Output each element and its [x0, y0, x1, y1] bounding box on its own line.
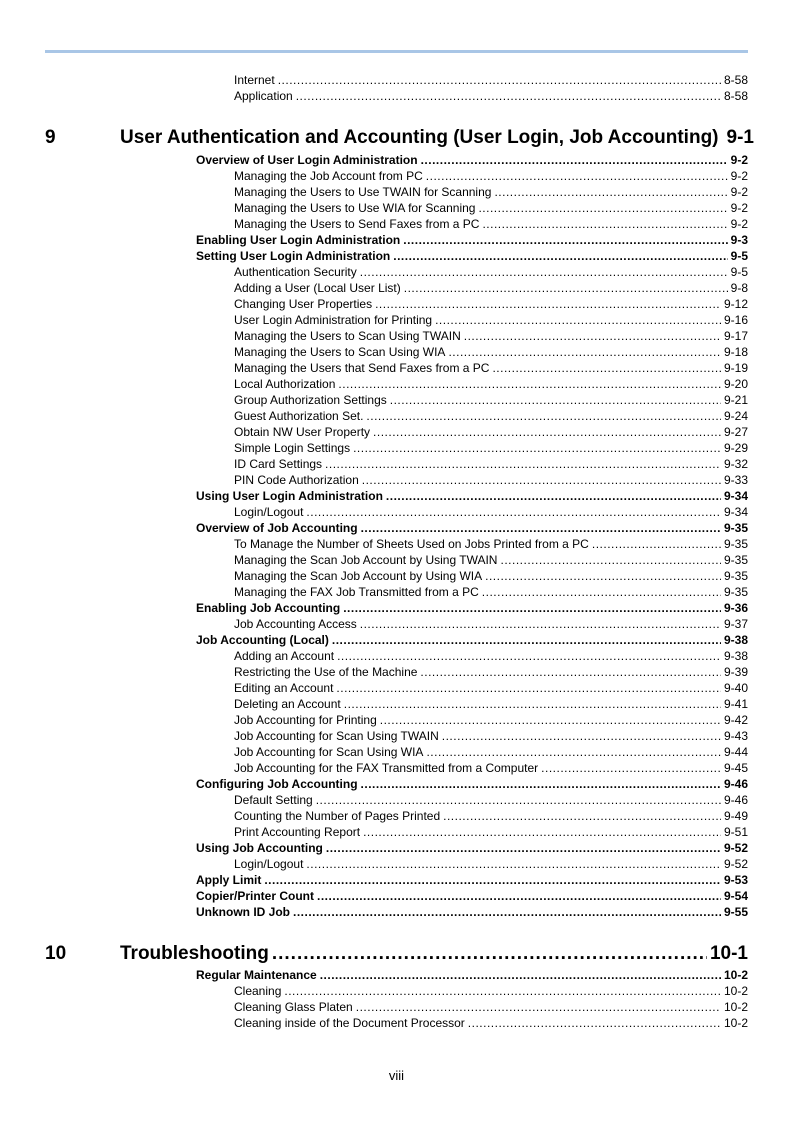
- dot-leader: [337, 648, 721, 664]
- dot-leader: [360, 264, 728, 280]
- chapter-title: Troubleshooting: [120, 943, 269, 964]
- toc-entry-title: Default Setting: [234, 793, 313, 807]
- dot-leader: [361, 776, 721, 792]
- toc-subsection-entry[interactable]: [234, 983, 748, 999]
- toc-entry-page: 9-18: [723, 345, 748, 359]
- toc-subsection-entry[interactable]: [234, 360, 748, 376]
- toc-entry-page: 9-8: [730, 281, 748, 295]
- chapter-heading[interactable]: [120, 942, 748, 966]
- toc-subsection-entry[interactable]: [234, 216, 748, 232]
- header-rule: [45, 50, 748, 53]
- toc-entry-page: 9-52: [723, 857, 748, 871]
- toc-section-entry[interactable]: [196, 632, 748, 648]
- dot-leader: [284, 983, 721, 999]
- dot-leader: [353, 440, 721, 456]
- toc-entry-title: Setting User Login Administration: [196, 249, 391, 263]
- toc-subsection-entry[interactable]: [234, 424, 748, 440]
- toc-subsection-entry[interactable]: [234, 584, 748, 600]
- toc-subsection-entry[interactable]: [234, 1015, 748, 1031]
- toc-entry-title: Using Job Accounting: [196, 841, 323, 855]
- dot-leader: [421, 152, 728, 168]
- chapter-number: 10: [45, 943, 67, 964]
- dot-leader: [306, 504, 721, 520]
- dot-leader: [420, 664, 721, 680]
- toc-subsection-entry[interactable]: [234, 328, 748, 344]
- toc-entry-title: Login/Logout: [234, 857, 304, 871]
- toc-entry-title: Changing User Properties: [234, 297, 373, 311]
- toc-entry-page: 9-24: [723, 409, 748, 423]
- toc-entry-page: 9-16: [723, 313, 748, 327]
- toc-subsection-entry[interactable]: [234, 616, 748, 632]
- toc-subsection-entry[interactable]: [234, 392, 748, 408]
- toc-section-entry[interactable]: [196, 904, 748, 920]
- toc-subsection-entry[interactable]: [234, 200, 748, 216]
- toc-entry-page: 9-35: [723, 585, 748, 599]
- dot-leader: [293, 904, 721, 920]
- dot-leader: [332, 632, 721, 648]
- toc-subsection-entry[interactable]: [234, 728, 748, 744]
- dot-leader: [264, 872, 721, 888]
- toc-subsection-entry[interactable]: [234, 808, 748, 824]
- toc-entry-page: 9-2: [730, 201, 748, 215]
- dot-leader: [360, 616, 721, 632]
- toc-entry-title: Job Accounting for Scan Using WIA: [234, 745, 424, 759]
- toc-section-entry[interactable]: [196, 776, 748, 792]
- toc-entry-page: 9-46: [723, 777, 748, 791]
- toc-entry-title: Managing the Users to Use TWAIN for Scanning: [234, 185, 492, 199]
- dot-leader: [393, 248, 727, 264]
- toc-entry-page: 9-34: [723, 505, 748, 519]
- toc-section-entry[interactable]: [196, 888, 748, 904]
- toc-entry-title: Guest Authorization Set.: [234, 409, 364, 423]
- toc-entry-title: Obtain NW User Property: [234, 425, 371, 439]
- dot-leader: [356, 999, 721, 1015]
- dot-leader: [306, 856, 721, 872]
- toc-entry-page: 9-5: [730, 249, 748, 263]
- dot-leader: [482, 216, 727, 232]
- toc-subsection-entry[interactable]: [234, 264, 748, 280]
- toc-entry-title: Unknown ID Job: [196, 905, 290, 919]
- dot-leader: [492, 360, 721, 376]
- toc-entry-title: Managing the Users to Use WIA for Scanning: [234, 201, 476, 215]
- toc-entry-title: Copier/Printer Count: [196, 889, 315, 903]
- toc-subsection-entry[interactable]: [234, 472, 748, 488]
- dot-leader: [403, 232, 727, 248]
- chapter-number: 9: [45, 127, 56, 148]
- toc-entry-page: 9-53: [723, 873, 748, 887]
- toc-entry-page: 9-3: [730, 233, 748, 247]
- dot-leader: [592, 536, 721, 552]
- toc-entry-title: Managing the Users that Send Faxes from a PC: [234, 361, 490, 375]
- toc-entry-page: 9-34: [723, 489, 748, 503]
- toc-subsection-entry[interactable]: [234, 568, 748, 584]
- toc-section-entry[interactable]: [196, 840, 748, 856]
- toc-entry-title: Application: [234, 89, 293, 103]
- toc-section-entry[interactable]: [196, 872, 748, 888]
- toc-entry-page: 9-39: [723, 665, 748, 679]
- toc-subsection-entry[interactable]: [234, 856, 748, 872]
- toc-entry-page: 9-12: [723, 297, 748, 311]
- toc-entry-page: 9-38: [723, 649, 748, 663]
- dot-leader: [468, 1015, 721, 1031]
- dot-leader: [317, 888, 721, 904]
- toc-section-entry[interactable]: [196, 488, 748, 504]
- chapter-page: 9-1: [726, 127, 754, 148]
- toc-section-entry[interactable]: [196, 600, 748, 616]
- chapter-page: 10-1: [709, 943, 748, 964]
- dot-leader: [343, 600, 721, 616]
- dot-leader: [361, 520, 721, 536]
- toc-entry-title: Managing the Users to Scan Using TWAIN: [234, 329, 461, 343]
- toc-entry-page: 9-49: [723, 809, 748, 823]
- toc-entry-title: Managing the Scan Job Account by Using WIA: [234, 569, 483, 583]
- toc-subsection-entry[interactable]: [234, 792, 748, 808]
- toc-entry-page: 9-54: [723, 889, 748, 903]
- dot-leader: [362, 472, 721, 488]
- dot-leader: [338, 376, 721, 392]
- toc-entry-title: Deleting an Account: [234, 697, 341, 711]
- toc-entry-page: 9-21: [723, 393, 748, 407]
- dot-leader: [435, 312, 721, 328]
- toc-subsection-entry[interactable]: [234, 760, 748, 776]
- toc-entry-title: Job Accounting for the FAX Transmitted from a Computer: [234, 761, 539, 775]
- toc-entry-title: Overview of User Login Administration: [196, 153, 418, 167]
- toc-subsection-entry[interactable]: [234, 504, 748, 520]
- chapter-heading[interactable]: [120, 126, 754, 150]
- toc-entry-title: Editing an Account: [234, 681, 334, 695]
- toc-entry-title: Cleaning: [234, 984, 282, 998]
- dot-leader: [482, 584, 721, 600]
- toc-entry-title: Counting the Number of Pages Printed: [234, 809, 441, 823]
- toc-subsection-entry[interactable]: [234, 184, 748, 200]
- toc-entry-page: 10-2: [723, 1016, 748, 1030]
- toc-entry-page: 10-2: [723, 968, 748, 982]
- dot-leader: [380, 712, 721, 728]
- toc-entry-title: Group Authorization Settings: [234, 393, 387, 407]
- toc-section-entry[interactable]: [196, 248, 748, 264]
- toc-entry-title: Managing the FAX Job Transmitted from a PC: [234, 585, 479, 599]
- toc-entry-title: Managing the Users to Send Faxes from a PC: [234, 217, 480, 231]
- toc-entry-page: 10-2: [723, 1000, 748, 1014]
- toc-entry-page: 9-2: [730, 217, 748, 231]
- dot-leader: [390, 392, 721, 408]
- toc-entry-title: Restricting the Use of the Machine: [234, 665, 418, 679]
- dot-leader: [344, 696, 721, 712]
- dot-leader: [442, 728, 721, 744]
- toc-entry-page: 9-32: [723, 457, 748, 471]
- toc-entry-page: 9-17: [723, 329, 748, 343]
- toc-entry-page: 9-38: [723, 633, 748, 647]
- toc-entry-page: 9-43: [723, 729, 748, 743]
- dot-leader: [541, 760, 721, 776]
- toc-entry-title: Adding an Account: [234, 649, 335, 663]
- toc-subsection-entry[interactable]: [234, 312, 748, 328]
- dot-leader: [316, 792, 721, 808]
- toc-subsection-entry[interactable]: [234, 296, 748, 312]
- toc-entry-title: Apply Limit: [196, 873, 262, 887]
- toc-entry-title: Enabling Job Accounting: [196, 601, 341, 615]
- toc-entry-title: Simple Login Settings: [234, 441, 351, 455]
- dot-leader: [478, 200, 727, 216]
- toc-entry-title: Managing the Users to Scan Using WIA: [234, 345, 446, 359]
- dot-leader: [320, 967, 721, 983]
- toc-entry-page: 9-40: [723, 681, 748, 695]
- toc-entry-title: Managing the Job Account from PC: [234, 169, 423, 183]
- toc-entry-title: User Login Administration for Printing: [234, 313, 433, 327]
- dot-leader: [500, 552, 720, 568]
- toc-entry-title: Authentication Security: [234, 265, 357, 279]
- toc-entry-title: Job Accounting Access: [234, 617, 357, 631]
- dot-leader: [426, 168, 728, 184]
- toc-subsection-entry[interactable]: [234, 664, 748, 680]
- dot-leader: [443, 808, 721, 824]
- toc-entry-title: Cleaning Glass Platen: [234, 1000, 353, 1014]
- toc-entry-title: Enabling User Login Administration: [196, 233, 401, 247]
- toc-subsection-entry[interactable]: [234, 440, 748, 456]
- toc-entry-page: 9-42: [723, 713, 748, 727]
- toc-entry-page: 9-33: [723, 473, 748, 487]
- dot-leader: [373, 424, 721, 440]
- toc-subsection-entry[interactable]: [234, 376, 748, 392]
- toc-entry-title: ID Card Settings: [234, 457, 323, 471]
- dot-leader: [278, 72, 721, 88]
- toc-section-entry[interactable]: [196, 232, 748, 248]
- toc-subsection-entry[interactable]: [234, 696, 748, 712]
- toc-entry-title: Managing the Scan Job Account by Using TWAIN: [234, 553, 498, 567]
- toc-entry-title: PIN Code Authorization: [234, 473, 359, 487]
- toc-subsection-entry[interactable]: [234, 744, 748, 760]
- toc-entry-page: 9-35: [723, 521, 748, 535]
- toc-entry-page: 9-2: [730, 169, 748, 183]
- toc-entry-page: 8-58: [723, 73, 748, 87]
- dot-leader: [296, 88, 721, 104]
- dot-leader: [494, 184, 727, 200]
- dot-leader: [485, 568, 721, 584]
- dot-leader: [404, 280, 728, 296]
- toc-entry-page: 9-5: [730, 265, 748, 279]
- toc-entry-page: 9-45: [723, 761, 748, 775]
- toc-section-entry[interactable]: [196, 520, 748, 536]
- toc-subsection-entry[interactable]: [234, 408, 748, 424]
- dot-leader: [336, 680, 721, 696]
- toc-entry-page: 9-55: [723, 905, 748, 919]
- chapter-title: User Authentication and Accounting (User Login, Job Accounting): [120, 127, 719, 148]
- toc-section-entry[interactable]: [196, 967, 748, 983]
- toc-entry[interactable]: [234, 88, 748, 104]
- toc-section-entry[interactable]: [196, 152, 748, 168]
- toc-entry-title: Using User Login Administration: [196, 489, 383, 503]
- toc-entry-title: Adding a User (Local User List): [234, 281, 401, 295]
- toc-entry-page: 9-20: [723, 377, 748, 391]
- dot-leader: [375, 296, 721, 312]
- toc-entry-page: 9-29: [723, 441, 748, 455]
- toc-entry-page: 9-36: [723, 601, 748, 615]
- dot-leader: [325, 456, 721, 472]
- toc-entry-title: Internet: [234, 73, 275, 87]
- dot-leader: [363, 824, 721, 840]
- toc-entry-page: 9-35: [723, 569, 748, 583]
- toc-subsection-entry[interactable]: [234, 168, 748, 184]
- toc-subsection-entry[interactable]: [234, 824, 748, 840]
- toc-subsection-entry[interactable]: [234, 680, 748, 696]
- toc-entry-title: Regular Maintenance: [196, 968, 317, 982]
- toc-entry-title: Job Accounting for Printing: [234, 713, 377, 727]
- toc-subsection-entry[interactable]: [234, 648, 748, 664]
- toc-entry-page: 9-51: [723, 825, 748, 839]
- toc-entry-page: 9-41: [723, 697, 748, 711]
- toc-entry-page: 9-19: [723, 361, 748, 375]
- toc-subsection-entry[interactable]: [234, 536, 748, 552]
- toc-entry-page: 9-2: [730, 153, 748, 167]
- toc-entry-page: 9-35: [723, 537, 748, 551]
- toc-entry-title: To Manage the Number of Sheets Used on Jobs Printed from a PC: [234, 537, 589, 551]
- toc-subsection-entry[interactable]: [234, 712, 748, 728]
- toc-entry-page: 9-52: [723, 841, 748, 855]
- toc-entry-title: Overview of Job Accounting: [196, 521, 358, 535]
- toc-subsection-entry[interactable]: [234, 999, 748, 1015]
- toc-subsection-entry[interactable]: [234, 456, 748, 472]
- dot-leader: [326, 840, 721, 856]
- toc-entry-title: Login/Logout: [234, 505, 304, 519]
- toc-entry-title: Configuring Job Accounting: [196, 777, 358, 791]
- dot-leader: [366, 408, 721, 424]
- toc-entry-page: 9-37: [723, 617, 748, 631]
- dot-leader: [272, 942, 707, 966]
- toc-entry-page: 8-58: [723, 89, 748, 103]
- toc-entry-title: Local Authorization: [234, 377, 336, 391]
- dot-leader: [448, 344, 721, 360]
- toc-entry-page: 9-35: [723, 553, 748, 567]
- toc-subsection-entry[interactable]: [234, 280, 748, 296]
- toc-entry-page: 9-46: [723, 793, 748, 807]
- dot-leader: [426, 744, 721, 760]
- toc-subsection-entry[interactable]: [234, 344, 748, 360]
- toc-entry-title: Job Accounting for Scan Using TWAIN: [234, 729, 439, 743]
- toc-entry-page: 9-44: [723, 745, 748, 759]
- toc-entry-title: Cleaning inside of the Document Processor: [234, 1016, 465, 1030]
- page-number: viii: [388, 1068, 405, 1083]
- toc-entry-page: 9-27: [723, 425, 748, 439]
- dot-leader: [464, 328, 721, 344]
- toc-entry-title: Print Accounting Report: [234, 825, 361, 839]
- toc-subsection-entry[interactable]: [234, 552, 748, 568]
- toc-entry-title: Job Accounting (Local): [196, 633, 329, 647]
- dot-leader: [386, 488, 721, 504]
- toc-entry[interactable]: [234, 72, 748, 88]
- toc-entry-page: 10-2: [723, 984, 748, 998]
- toc-entry-page: 9-2: [730, 185, 748, 199]
